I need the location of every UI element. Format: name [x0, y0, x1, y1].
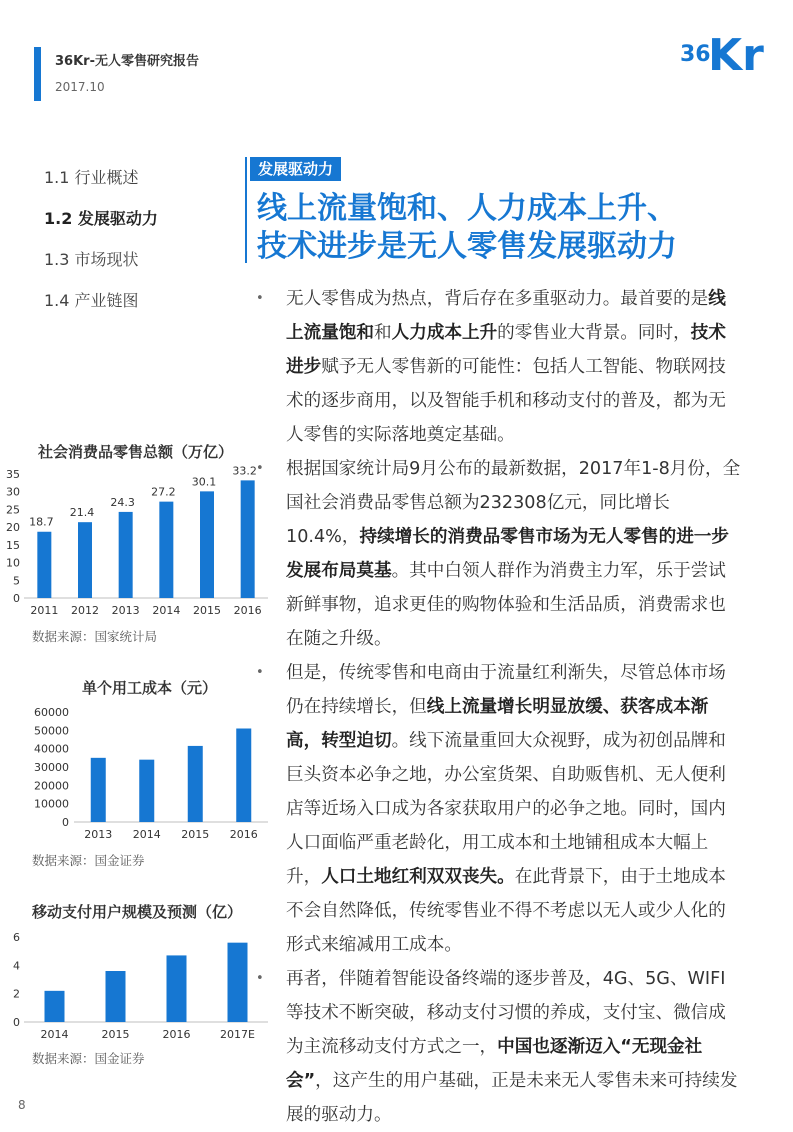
- mobile-chart-source: 数据来源：国金证券: [32, 1051, 145, 1066]
- bold-text: 技术进步: [286, 323, 726, 377]
- bullet-icon: •: [256, 291, 264, 306]
- labor-chart-source: 数据来源：国金证券: [32, 853, 145, 868]
- bar: [167, 955, 187, 1022]
- bar: [200, 491, 214, 598]
- text-segment: 但是，传统零售和电商由于流量红利渐失，尽管总体市场仍在持续增长，但: [286, 663, 726, 717]
- report-title: 36Kr-无人零售研究报告: [55, 54, 199, 69]
- data-label: 30.1: [191, 475, 217, 489]
- mobile-chart-title: 移动支付用户规模及预测（亿）: [32, 903, 243, 921]
- y-tick-label: 6: [13, 931, 20, 944]
- labor-chart-title: 单个用工成本（元）: [82, 679, 218, 697]
- y-tick-label: 35: [6, 468, 20, 481]
- bar: [236, 729, 251, 823]
- x-tick-label: 2015: [181, 828, 210, 841]
- x-tick-label: 2015: [193, 604, 221, 617]
- bar: [78, 522, 92, 598]
- bar: [91, 758, 106, 822]
- section-tag: 发展驱动力: [250, 157, 341, 181]
- x-tick-label: 2015: [101, 1028, 130, 1041]
- x-tick-label: 2017E: [220, 1028, 255, 1041]
- bar: [45, 991, 65, 1022]
- bar: [139, 760, 154, 822]
- x-tick-label: 2014: [152, 604, 181, 617]
- mobile-payment-chart: [0, 925, 275, 1047]
- paragraph: [256, 656, 742, 962]
- paragraph: [256, 962, 742, 1132]
- text-segment: 的零售业大背景。同时，: [497, 323, 691, 343]
- y-tick-label: 0: [13, 1016, 20, 1029]
- text-segment: 无人零售成为热点，背后存在多重驱动力。最首要的是: [286, 289, 709, 309]
- text-segment: 在此背景下，由于土地成本不会自然降低，传统零售业不得不考虑以无人或少人化的形式来缩减用工成本。: [286, 867, 726, 955]
- text-segment: 根据国家统计局9月公布的最新数据，2017年1-8月份，全国社会消费品零售总额为232308亿元，同比增长10.4%，: [286, 459, 741, 547]
- y-tick-label: 10000: [34, 797, 69, 811]
- x-tick-label: 2014: [132, 828, 161, 841]
- data-label: 27.2: [151, 485, 176, 499]
- headline-line-1: 线上流量饱和、人力成本上升、: [257, 191, 677, 226]
- bold-text: 持续增长的消费品零售市场为无人零售的进一步发展布局莫基: [286, 527, 729, 581]
- toc-item-drivers[interactable]: 1.2 发展驱动力: [44, 209, 158, 228]
- labor-cost-chart: [0, 702, 275, 850]
- report-date: 2017.10: [55, 80, 105, 94]
- bar: [37, 532, 51, 598]
- toc-item-overview[interactable]: 1.1 行业概述: [44, 168, 139, 187]
- y-tick-label: 0: [62, 816, 69, 829]
- y-tick-label: 5: [13, 574, 20, 588]
- toc-item-industry-chain[interactable]: 1.4 产业链图: [44, 291, 139, 310]
- x-tick-label: 2016: [229, 828, 258, 841]
- section-headline: [257, 190, 677, 266]
- x-tick-label: 2013: [111, 604, 140, 617]
- bar: [228, 943, 248, 1022]
- y-tick-label: 2: [13, 987, 20, 1001]
- section-divider: [245, 157, 247, 263]
- logo-letters: Kr: [708, 30, 764, 81]
- y-tick-label: 20: [6, 521, 20, 535]
- data-label: 18.7: [29, 515, 54, 529]
- text-segment: 再者，伴随着智能设备终端的逐步普及，4G、5G、WIFI等技术不断突破，移动支付习惯的养成，支付宝、微信成为主流移动支付方式之一，: [286, 969, 726, 1057]
- text-segment: 。其中白领人群作为消费主力军，乐于尝试新鲜事物，追求更佳的购物体验和生活品质，消费需求也在随之升级。: [286, 561, 726, 649]
- bullet-icon: •: [256, 665, 264, 680]
- y-tick-label: 25: [6, 503, 20, 517]
- x-tick-label: 2013: [84, 828, 113, 841]
- bold-text: 线上流量增长明显放缓、获客成本渐高，转型迫切: [286, 697, 709, 751]
- header-accent-bar: [34, 47, 41, 101]
- paragraph: [256, 282, 742, 452]
- bar: [188, 746, 203, 822]
- x-tick-label: 2011: [30, 604, 59, 617]
- x-tick-label: 2014: [40, 1028, 69, 1041]
- bold-text: 人口土地红利双双丧失。: [321, 867, 515, 887]
- page-number: 8: [18, 1098, 26, 1112]
- y-tick-label: 40000: [34, 742, 69, 756]
- bullet-icon: •: [256, 461, 264, 476]
- y-tick-label: 20000: [34, 779, 69, 793]
- retail-chart-title: 社会消费品零售总额（万亿）: [38, 443, 234, 461]
- y-tick-label: 0: [13, 592, 20, 605]
- text-segment: 。线下流量重回大众视野，成为初创品牌和巨头资本必争之地，办公室货架、自助贩售机、无人便利店等近场入口成为各家获取用户的必争之地。同时，国内人口面临严重老龄化，用工成本和土地铺租成本大幅上升，: [286, 731, 726, 887]
- y-tick-label: 50000: [34, 724, 69, 738]
- y-tick-label: 30: [6, 485, 20, 499]
- bar: [159, 502, 173, 598]
- data-label: 24.3: [110, 495, 135, 509]
- bold-text: 中国也逐渐迈入“无现金社会”: [286, 1037, 703, 1091]
- y-tick-label: 15: [6, 538, 20, 552]
- bar: [119, 512, 133, 598]
- bold-text: 人力成本上升: [391, 323, 498, 343]
- data-label: 21.4: [69, 506, 95, 520]
- text-segment: 赋予无人零售新的可能性：包括人工智能、物联网技术的逐步商用，以及智能手机和移动支付的普及，都为无人零售的实际落地奠定基础。: [286, 357, 726, 445]
- text-segment: ，这产生的用户基础，正是未来无人零售未来可持续发展的驱动力。: [286, 1071, 738, 1125]
- bar: [106, 971, 126, 1022]
- logo-number: 36: [680, 42, 711, 67]
- retail-sales-chart: [0, 460, 275, 630]
- text-segment: 和: [373, 323, 392, 343]
- y-tick-label: 60000: [34, 706, 69, 719]
- paragraph: [256, 452, 742, 656]
- y-tick-label: 10: [6, 556, 20, 570]
- retail-chart-source: 数据来源：国家统计局: [32, 629, 158, 644]
- x-tick-label: 2016: [233, 604, 262, 617]
- data-label: 33.2: [232, 464, 257, 478]
- body-text: [256, 282, 742, 1132]
- y-tick-label: 4: [13, 959, 20, 973]
- y-tick-label: 30000: [34, 761, 69, 774]
- bullet-icon: •: [256, 971, 264, 986]
- headline-line-2: 技术进步是无人零售发展驱动力: [257, 229, 677, 264]
- x-tick-label: 2016: [162, 1028, 191, 1041]
- x-tick-label: 2012: [71, 604, 99, 617]
- bar: [241, 480, 255, 598]
- toc-item-market[interactable]: 1.3 市场现状: [44, 250, 139, 269]
- bold-text: 线上流量饱和: [286, 289, 726, 343]
